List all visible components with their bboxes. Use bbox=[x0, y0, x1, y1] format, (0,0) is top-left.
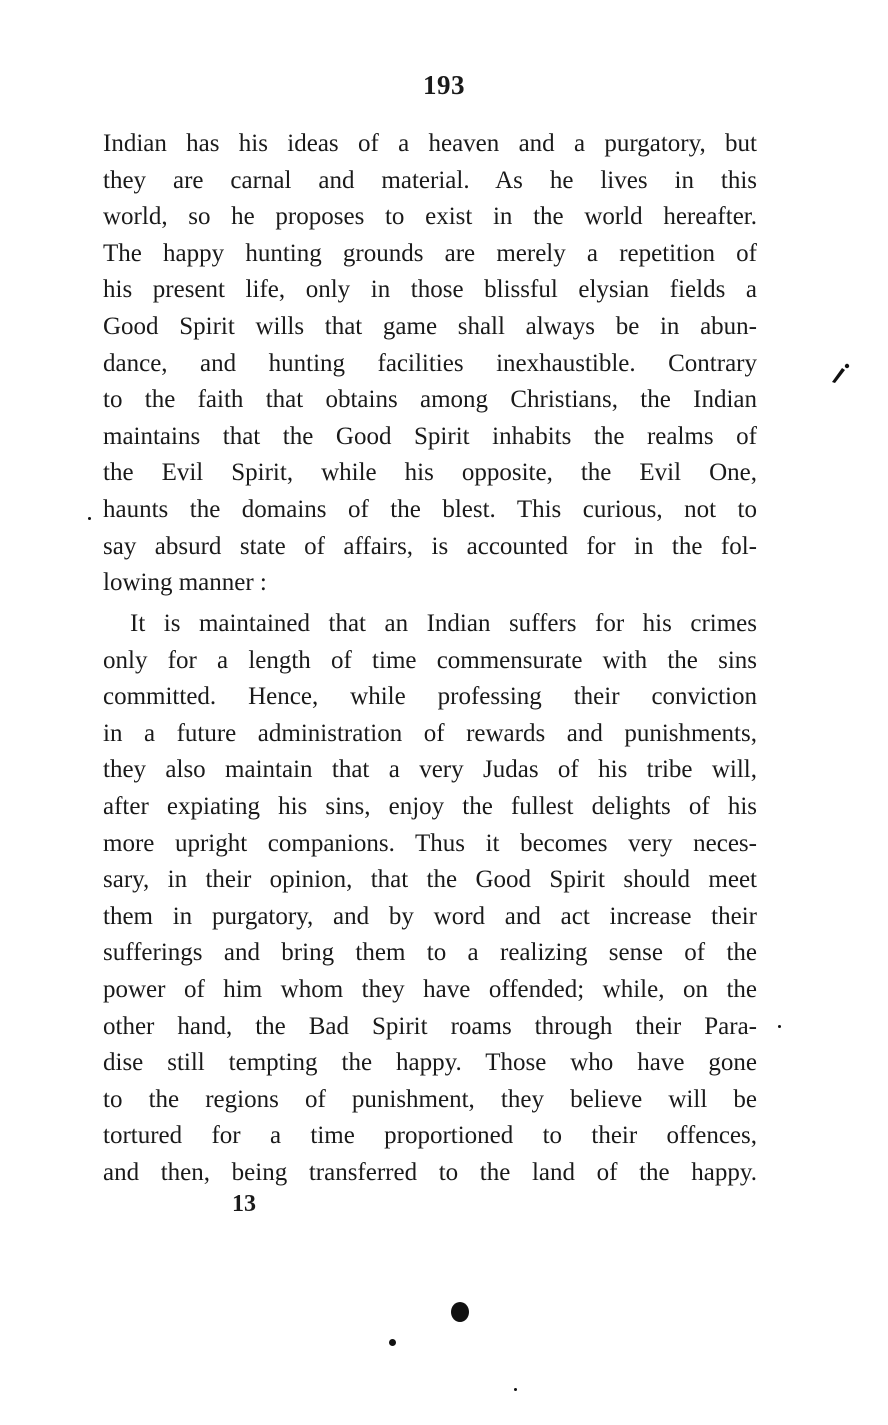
paragraph-one bbox=[103, 126, 757, 602]
ink-speck bbox=[514, 1388, 517, 1391]
text-line: more upright companions. Thus it becomes very neces- bbox=[103, 829, 757, 857]
text-line: tortured for a time proportioned to their offences, bbox=[103, 1122, 757, 1150]
ink-dot bbox=[389, 1339, 396, 1346]
signature-mark: 13 bbox=[232, 1191, 256, 1217]
text-line: Indian has his ideas of a heaven and a purgatory, but bbox=[103, 130, 757, 157]
text-line: they also maintain that a very Judas of his tribe will, bbox=[103, 756, 757, 784]
ink-speck bbox=[88, 517, 91, 520]
text-line: Good Spirit wills that game shall always be in abun- bbox=[103, 312, 757, 340]
text-line: power of him whom they have offended; while, on the bbox=[103, 975, 757, 1003]
text-line: to the regions of punishment, they believe will be bbox=[103, 1085, 757, 1113]
text-line: committed. Hence, while professing their conviction bbox=[103, 683, 757, 711]
text-line: the Evil Spirit, while his opposite, the Evil One, bbox=[103, 459, 757, 487]
text-line: lowing manner : bbox=[103, 569, 267, 597]
text-line: other hand, the Bad Spirit roams through their Para- bbox=[103, 1012, 757, 1040]
text-line: in a future administration of rewards and punishments, bbox=[103, 719, 757, 747]
ink-blot bbox=[451, 1302, 469, 1322]
text-line: them in purgatory, and by word and act increase their bbox=[103, 902, 757, 930]
text-line: dance, and hunting facilities inexhaustible. Contrary bbox=[103, 349, 757, 377]
text-line: world, so he proposes to exist in the world hereafter. bbox=[103, 203, 757, 231]
text-line: after expiating his sins, enjoy the fullest delights of his bbox=[103, 792, 757, 820]
text-line: they are carnal and material. As he lives in this bbox=[103, 166, 757, 194]
text-line: his present life, only in those blissful elysian fields a bbox=[103, 276, 757, 304]
text-line: sufferings and bring them to a realizing sense of the bbox=[103, 939, 757, 967]
text-line: haunts the domains of the blest. This curious, not to bbox=[103, 495, 757, 523]
ink-speck bbox=[778, 1025, 781, 1028]
text-line: maintains that the Good Spirit inhabits the realms of bbox=[103, 422, 757, 450]
paragraph-two bbox=[103, 606, 757, 1192]
text-line: sary, in their opinion, that the Good Spirit should meet bbox=[103, 866, 757, 894]
ink-mark-icon bbox=[830, 362, 850, 384]
text-line: only for a length of time commensurate with the sins bbox=[103, 646, 757, 674]
text-line: and then, being transferred to the land of the happy. bbox=[103, 1158, 757, 1186]
text-line: say absurd state of affairs, is accounted for in the fol- bbox=[103, 532, 757, 560]
text-line: to the faith that obtains among Christians, the Indian bbox=[103, 386, 757, 414]
text-line: It is maintained that an Indian suffers for his crimes bbox=[130, 610, 757, 637]
page-number: 193 bbox=[423, 70, 465, 100]
text-line: The happy hunting grounds are merely a repetition of bbox=[103, 239, 757, 267]
text-line: dise still tempting the happy. Those who have gone bbox=[103, 1049, 757, 1077]
